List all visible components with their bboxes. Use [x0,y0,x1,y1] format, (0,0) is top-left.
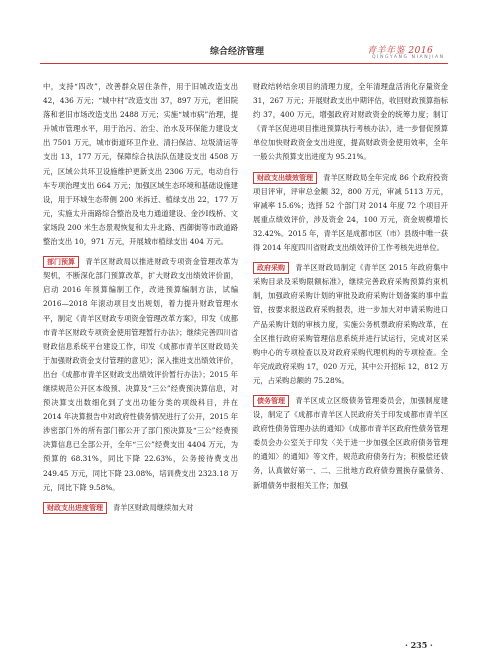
section-text: 青羊区财政局以推进财政专项资金管理改革为契机，不断深化部门预算改革，扩大财政支出绩效评价面，启动 2016 年预算编制工作，改进预算编制方法，试编 2016—2018 年滚动项目支出规划，着力提升财政管理水平，制定《青羊区财政专项资金管理改革方案》，印发《成都市青羊区财政专项资金使用管理暂行办法》；继续完善四川省财政信息系统平台建设工作，印发《成都市青羊区财政局关于加强财政资金支付管理的意见》；深入推进支出绩效评价，出台《成都市青羊区财政支出绩效评价暂行办法》；2015 年继续规范公开区本级预、决算及“三公”经费预决算信息，对预决算支出数细化到了支出功能分类的项级科目，并在 2014 年决算报告中对政府性债务情况进行了公开，2015 年涉密部门外的所有部门都公开了部门预决算及“三公”经费预决算信息已全部公开，全年“三公”经费支出 4404 万元，为预算的 68.31%，同比下降 22.63%，公务接待费支出 249.45 万元，同比下降 23.08%，培训费支出 2323.18 万元，同比下降 9.58%。 [43,257,239,492]
section-text: 青羊区成立区级债务管理委员会，加强制度建设，制定了《成都市青羊区人民政府关于印发成都市青羊区政府性债务管理办法的通知》《成都市青羊区政府性债务管理委员会办公室关于印发〈关于进一步加强全区政府债务管理的通知〉的通知》等文件，规范政府债务行为；积极偿还债务，认真做好第一、二、三批地方政府债券置换存量债务、新增债务申报相关工作；加强 [253,395,448,490]
section-tag: 债务管理 [253,395,289,407]
paragraph: 财政结转结余项目的清理力度，全年清理盘活消化存量资金 31，267 万元；开展财政支出中期评估，收回财政预算指标约 37，400 万元，增强政府对财政资金的统筹力度；制订《青羊区促进项目推进预算执行考核办法》，进一步督促预算单位加快财政资金支出进度，提高财政资金使用效率，全年一般公共预算支出进度为 95.21%。 [253,82,448,162]
section-debt-management [253,394,448,493]
yearbook-pinyin: QINGYANG NIANJIAN [372,55,445,60]
page-number: · 235 · [405,640,433,650]
yearbook-title: 青羊年鉴 2016 [367,46,434,56]
section-tag: 财政支出进度管理 [43,502,107,514]
section-government-procurement [253,261,448,388]
section-spending-progress [43,501,238,515]
section-text: 青羊区财政局继续加大对 [113,502,194,512]
section-title: 综合经济管理 [210,47,265,57]
section-performance-management [253,171,448,256]
header-divider [40,63,448,64]
page-header [0,0,480,62]
section-text: 青羊区财政局全年完成 86 个政府投资项目评审，评审总金额 32，800 万元，审减 5113 万元，审减率 15.6%；选择 52 个部门对 2014 年度 72 个项目开展重点绩效评价，涉及资金 24，100 万元，资金规模增长 32.42%。2015 年，青羊区是成都市区（市）县级中唯一获得 2014 年度四川省财政支出绩效评价工作考核先进单位。 [253,172,448,253]
section-tag: 部门预算 [43,256,79,268]
section-tag: 财政支出绩效管理 [253,172,317,184]
section-departmental-budget [43,255,238,495]
paragraph: 中，支持“四改”，改善群众居住条件，用于旧城改造支出 42，436 万元；“城中村”改造支出 37，897 万元，老旧院落和老旧市场改造支出 2488 万元；实施“城市病”治理，提升城市管理水平，用于治污、治尘、治水及环保能力建设支出 7501 万元，城市街道环卫作业、清扫保洁、垃圾清运等支出 13，177 万元，保障综合执法队伍建设支出 4508 万元，区域公共环卫设施维护更新支出 2306 万元，电动自行车专项治理支出 664 万元；加强区域生态环境和基础设施建设，用于环城生态带侧 200 米拆迁、植绿支出 22，177 万元，实施太升南路综合整治及电力通道建设、金沙Ⅰ线桥、文家场段 200 米生态景观恢复和太升北路、西御街等市政道路整治支出 10，971 万元，开展城市植绿支出 404 万元。 [43,82,238,247]
left-column [43,80,238,521]
right-column [253,80,448,499]
section-text: 青羊区财政局制定《青羊区 2015 年政府集中采购目录及采购限额标准》，继续完善政府采购预算约束机制，加强政府采购计划的审批及政府采购计划备案的事中监管，按要求报送政府采购报表，进一步加大对申请采购进口产品采购计划的审核力度，实施公务机票政府采购改革，在全区推行政府采购管理信息系统并进行试运行，完成对区采购中心的专项检查以及对政府采购代理机构的专项检查。全年完成政府采购 17，020 万元，其中公开招标 12，812 万元，占采购总额的 75.28%。 [253,263,448,385]
section-tag: 政府采购 [253,262,289,274]
